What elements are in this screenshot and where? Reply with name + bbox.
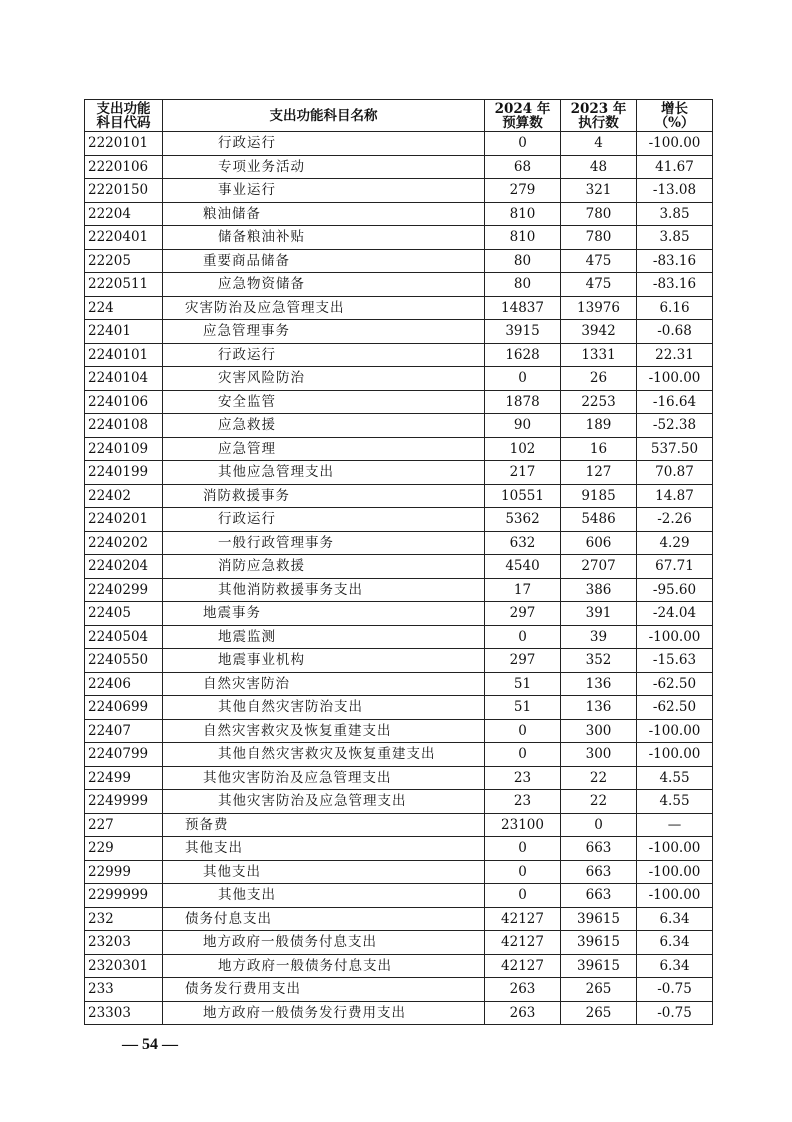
table-row bbox=[85, 390, 713, 414]
row-budget-2024: 17 bbox=[485, 578, 561, 602]
row-code: 22405 bbox=[85, 602, 163, 626]
row-actual-2023: 136 bbox=[561, 672, 637, 696]
row-actual-2023: 13976 bbox=[561, 296, 637, 320]
header-growth-line-2: （%） bbox=[654, 114, 695, 131]
table-row bbox=[85, 273, 713, 297]
table-body bbox=[85, 132, 713, 1025]
row-code: 2320301 bbox=[85, 954, 163, 978]
row-growth: 22.31 bbox=[637, 343, 713, 367]
row-actual-2023: 39615 bbox=[561, 907, 637, 931]
row-name: 应急物资储备 bbox=[163, 273, 485, 297]
row-budget-2024: 263 bbox=[485, 1001, 561, 1025]
table-row bbox=[85, 1001, 713, 1025]
row-growth: 67.71 bbox=[637, 555, 713, 579]
row-growth: -100.00 bbox=[637, 132, 713, 156]
row-budget-2024: 10551 bbox=[485, 484, 561, 508]
table-row bbox=[85, 132, 713, 156]
row-growth: -16.64 bbox=[637, 390, 713, 414]
row-growth: -100.00 bbox=[637, 625, 713, 649]
row-budget-2024: 51 bbox=[485, 696, 561, 720]
row-growth: -100.00 bbox=[637, 743, 713, 767]
header-actual-line-1: 2023 年 bbox=[570, 100, 627, 117]
row-budget-2024: 0 bbox=[485, 837, 561, 861]
table-row bbox=[85, 578, 713, 602]
row-actual-2023: 48 bbox=[561, 155, 637, 179]
row-budget-2024: 0 bbox=[485, 860, 561, 884]
row-budget-2024: 80 bbox=[485, 273, 561, 297]
row-growth: -95.60 bbox=[637, 578, 713, 602]
row-code: 23303 bbox=[85, 1001, 163, 1025]
row-code: 22999 bbox=[85, 860, 163, 884]
row-growth: -83.16 bbox=[637, 249, 713, 273]
row-actual-2023: 663 bbox=[561, 884, 637, 908]
row-code: 22499 bbox=[85, 766, 163, 790]
row-name: 债务付息支出 bbox=[163, 907, 485, 931]
row-growth: -100.00 bbox=[637, 837, 713, 861]
row-budget-2024: 0 bbox=[485, 625, 561, 649]
row-code: 2249999 bbox=[85, 790, 163, 814]
row-code: 2240799 bbox=[85, 743, 163, 767]
row-actual-2023: 26 bbox=[561, 367, 637, 391]
row-name: 一般行政管理事务 bbox=[163, 531, 485, 555]
row-code: 2240699 bbox=[85, 696, 163, 720]
row-actual-2023: 39 bbox=[561, 625, 637, 649]
row-growth: -100.00 bbox=[637, 367, 713, 391]
row-actual-2023: 127 bbox=[561, 461, 637, 485]
row-actual-2023: 2707 bbox=[561, 555, 637, 579]
table-row bbox=[85, 202, 713, 226]
row-code: 23203 bbox=[85, 931, 163, 955]
row-budget-2024: 632 bbox=[485, 531, 561, 555]
row-growth: -13.08 bbox=[637, 179, 713, 203]
row-budget-2024: 68 bbox=[485, 155, 561, 179]
row-code: 2240101 bbox=[85, 343, 163, 367]
row-code: 2240204 bbox=[85, 555, 163, 579]
row-budget-2024: 0 bbox=[485, 884, 561, 908]
row-code: 2240108 bbox=[85, 414, 163, 438]
row-code: 22205 bbox=[85, 249, 163, 273]
row-name: 灾害防治及应急管理支出 bbox=[163, 296, 485, 320]
row-growth: — bbox=[637, 813, 713, 837]
row-code: 2220401 bbox=[85, 226, 163, 250]
row-actual-2023: 265 bbox=[561, 1001, 637, 1025]
row-budget-2024: 4540 bbox=[485, 555, 561, 579]
row-name: 安全监管 bbox=[163, 390, 485, 414]
row-growth: 3.85 bbox=[637, 202, 713, 226]
row-budget-2024: 23 bbox=[485, 790, 561, 814]
row-actual-2023: 386 bbox=[561, 578, 637, 602]
row-budget-2024: 14837 bbox=[485, 296, 561, 320]
row-actual-2023: 300 bbox=[561, 719, 637, 743]
row-growth: -100.00 bbox=[637, 719, 713, 743]
row-growth: 41.67 bbox=[637, 155, 713, 179]
row-growth: -2.26 bbox=[637, 508, 713, 532]
row-name: 预备费 bbox=[163, 813, 485, 837]
table-row bbox=[85, 531, 713, 555]
row-actual-2023: 16 bbox=[561, 437, 637, 461]
table-row bbox=[85, 226, 713, 250]
page-footer bbox=[0, 1036, 792, 1056]
table-row bbox=[85, 296, 713, 320]
row-actual-2023: 663 bbox=[561, 860, 637, 884]
row-growth: -0.75 bbox=[637, 1001, 713, 1025]
table-row bbox=[85, 367, 713, 391]
row-budget-2024: 279 bbox=[485, 179, 561, 203]
row-name: 地方政府一般债务发行费用支出 bbox=[163, 1001, 485, 1025]
row-code: 2220101 bbox=[85, 132, 163, 156]
table-row bbox=[85, 437, 713, 461]
row-name: 灾害风险防治 bbox=[163, 367, 485, 391]
row-name: 自然灾害救灾及恢复重建支出 bbox=[163, 719, 485, 743]
row-name: 事业运行 bbox=[163, 179, 485, 203]
row-growth: -100.00 bbox=[637, 860, 713, 884]
header-code bbox=[85, 100, 163, 132]
table-row bbox=[85, 625, 713, 649]
row-budget-2024: 42127 bbox=[485, 907, 561, 931]
table-row bbox=[85, 696, 713, 720]
row-actual-2023: 136 bbox=[561, 696, 637, 720]
table-row bbox=[85, 884, 713, 908]
row-growth: -62.50 bbox=[637, 696, 713, 720]
row-name: 债务发行费用支出 bbox=[163, 978, 485, 1002]
header-growth bbox=[637, 100, 713, 132]
row-budget-2024: 23100 bbox=[485, 813, 561, 837]
row-name: 地震事业机构 bbox=[163, 649, 485, 673]
row-actual-2023: 663 bbox=[561, 837, 637, 861]
header-actual-line-2: 执行数 bbox=[578, 114, 619, 131]
row-code: 22401 bbox=[85, 320, 163, 344]
row-name: 其他支出 bbox=[163, 884, 485, 908]
row-actual-2023: 780 bbox=[561, 202, 637, 226]
row-budget-2024: 217 bbox=[485, 461, 561, 485]
row-code: 2220106 bbox=[85, 155, 163, 179]
row-budget-2024: 80 bbox=[485, 249, 561, 273]
row-name: 重要商品储备 bbox=[163, 249, 485, 273]
row-budget-2024: 810 bbox=[485, 202, 561, 226]
row-growth: -62.50 bbox=[637, 672, 713, 696]
table-row bbox=[85, 508, 713, 532]
row-name: 粮油储备 bbox=[163, 202, 485, 226]
row-budget-2024: 263 bbox=[485, 978, 561, 1002]
row-actual-2023: 475 bbox=[561, 249, 637, 273]
header-budget-line-1: 2024 年 bbox=[494, 100, 551, 117]
table-row bbox=[85, 719, 713, 743]
header-code-line-1: 支出功能 bbox=[96, 100, 151, 117]
table-row bbox=[85, 813, 713, 837]
row-name: 其他消防救援事务支出 bbox=[163, 578, 485, 602]
row-name: 地震事务 bbox=[163, 602, 485, 626]
row-name: 其他自然灾害救灾及恢复重建支出 bbox=[163, 743, 485, 767]
row-name: 其他支出 bbox=[163, 837, 485, 861]
row-growth: 6.34 bbox=[637, 954, 713, 978]
table-row bbox=[85, 978, 713, 1002]
row-code: 2240201 bbox=[85, 508, 163, 532]
table-row bbox=[85, 790, 713, 814]
table-row bbox=[85, 461, 713, 485]
table-row bbox=[85, 414, 713, 438]
row-growth: -52.38 bbox=[637, 414, 713, 438]
row-code: 2240109 bbox=[85, 437, 163, 461]
row-name: 行政运行 bbox=[163, 508, 485, 532]
table-row bbox=[85, 672, 713, 696]
row-code: 2240106 bbox=[85, 390, 163, 414]
row-code: 2240202 bbox=[85, 531, 163, 555]
row-budget-2024: 42127 bbox=[485, 931, 561, 955]
row-name: 地方政府一般债务付息支出 bbox=[163, 931, 485, 955]
row-budget-2024: 90 bbox=[485, 414, 561, 438]
row-actual-2023: 4 bbox=[561, 132, 637, 156]
header-growth-line-1: 增长 bbox=[661, 100, 688, 117]
table-row bbox=[85, 320, 713, 344]
row-growth: 70.87 bbox=[637, 461, 713, 485]
row-actual-2023: 9185 bbox=[561, 484, 637, 508]
row-actual-2023: 300 bbox=[561, 743, 637, 767]
row-name: 应急救援 bbox=[163, 414, 485, 438]
row-budget-2024: 0 bbox=[485, 132, 561, 156]
header-code-line-2: 科目代码 bbox=[96, 114, 151, 131]
row-code: 22402 bbox=[85, 484, 163, 508]
table-header-row bbox=[85, 100, 713, 132]
row-name: 其他应急管理支出 bbox=[163, 461, 485, 485]
header-budget-2024 bbox=[485, 100, 561, 132]
row-code: 2240104 bbox=[85, 367, 163, 391]
table-row bbox=[85, 931, 713, 955]
row-code: 2240299 bbox=[85, 578, 163, 602]
budget-table bbox=[84, 99, 713, 1025]
row-growth: -24.04 bbox=[637, 602, 713, 626]
row-name: 专项业务活动 bbox=[163, 155, 485, 179]
row-growth: -0.75 bbox=[637, 978, 713, 1002]
row-name: 其他自然灾害防治支出 bbox=[163, 696, 485, 720]
row-name: 其他支出 bbox=[163, 860, 485, 884]
row-growth: 537.50 bbox=[637, 437, 713, 461]
row-actual-2023: 780 bbox=[561, 226, 637, 250]
header-name: 支出功能科目名称 bbox=[163, 100, 485, 132]
row-actual-2023: 352 bbox=[561, 649, 637, 673]
row-code: 2240199 bbox=[85, 461, 163, 485]
row-code: 227 bbox=[85, 813, 163, 837]
header-budget-line-2: 预算数 bbox=[502, 114, 543, 131]
row-actual-2023: 189 bbox=[561, 414, 637, 438]
table-row bbox=[85, 954, 713, 978]
row-growth: 14.87 bbox=[637, 484, 713, 508]
row-name: 行政运行 bbox=[163, 132, 485, 156]
table-row bbox=[85, 249, 713, 273]
table-row bbox=[85, 837, 713, 861]
table-row bbox=[85, 602, 713, 626]
row-code: 2220511 bbox=[85, 273, 163, 297]
row-growth: 4.29 bbox=[637, 531, 713, 555]
row-actual-2023: 3942 bbox=[561, 320, 637, 344]
row-budget-2024: 810 bbox=[485, 226, 561, 250]
row-growth: 6.34 bbox=[637, 907, 713, 931]
table-row bbox=[85, 555, 713, 579]
row-name: 地方政府一般债务付息支出 bbox=[163, 954, 485, 978]
row-budget-2024: 1628 bbox=[485, 343, 561, 367]
row-budget-2024: 23 bbox=[485, 766, 561, 790]
row-code: 224 bbox=[85, 296, 163, 320]
row-name: 其他灾害防治及应急管理支出 bbox=[163, 766, 485, 790]
row-growth: 6.34 bbox=[637, 931, 713, 955]
table-row bbox=[85, 907, 713, 931]
page-number: — 54 — bbox=[122, 1036, 178, 1053]
row-actual-2023: 2253 bbox=[561, 390, 637, 414]
row-budget-2024: 1878 bbox=[485, 390, 561, 414]
table-row bbox=[85, 649, 713, 673]
row-budget-2024: 297 bbox=[485, 602, 561, 626]
row-name: 应急管理事务 bbox=[163, 320, 485, 344]
row-actual-2023: 39615 bbox=[561, 954, 637, 978]
row-actual-2023: 606 bbox=[561, 531, 637, 555]
row-actual-2023: 39615 bbox=[561, 931, 637, 955]
row-code: 2240550 bbox=[85, 649, 163, 673]
row-code: 22204 bbox=[85, 202, 163, 226]
row-code: 229 bbox=[85, 837, 163, 861]
row-growth: 6.16 bbox=[637, 296, 713, 320]
row-name: 行政运行 bbox=[163, 343, 485, 367]
row-name: 储备粮油补贴 bbox=[163, 226, 485, 250]
row-name: 消防应急救援 bbox=[163, 555, 485, 579]
row-growth: 4.55 bbox=[637, 766, 713, 790]
row-actual-2023: 265 bbox=[561, 978, 637, 1002]
row-actual-2023: 321 bbox=[561, 179, 637, 203]
row-name: 自然灾害防治 bbox=[163, 672, 485, 696]
row-budget-2024: 102 bbox=[485, 437, 561, 461]
row-name: 其他灾害防治及应急管理支出 bbox=[163, 790, 485, 814]
row-code: 2299999 bbox=[85, 884, 163, 908]
row-growth: -83.16 bbox=[637, 273, 713, 297]
row-growth: -0.68 bbox=[637, 320, 713, 344]
row-budget-2024: 0 bbox=[485, 743, 561, 767]
row-actual-2023: 22 bbox=[561, 766, 637, 790]
row-code: 22406 bbox=[85, 672, 163, 696]
table-row bbox=[85, 155, 713, 179]
row-code: 2220150 bbox=[85, 179, 163, 203]
row-growth: 4.55 bbox=[637, 790, 713, 814]
row-actual-2023: 475 bbox=[561, 273, 637, 297]
row-code: 2240504 bbox=[85, 625, 163, 649]
row-budget-2024: 0 bbox=[485, 719, 561, 743]
row-growth: -100.00 bbox=[637, 884, 713, 908]
table-row bbox=[85, 484, 713, 508]
row-actual-2023: 1331 bbox=[561, 343, 637, 367]
row-code: 233 bbox=[85, 978, 163, 1002]
row-budget-2024: 297 bbox=[485, 649, 561, 673]
row-name: 地震监测 bbox=[163, 625, 485, 649]
row-code: 232 bbox=[85, 907, 163, 931]
row-actual-2023: 22 bbox=[561, 790, 637, 814]
row-growth: -15.63 bbox=[637, 649, 713, 673]
row-growth: 3.85 bbox=[637, 226, 713, 250]
table-row bbox=[85, 743, 713, 767]
row-budget-2024: 3915 bbox=[485, 320, 561, 344]
row-code: 22407 bbox=[85, 719, 163, 743]
row-budget-2024: 5362 bbox=[485, 508, 561, 532]
row-budget-2024: 42127 bbox=[485, 954, 561, 978]
row-budget-2024: 51 bbox=[485, 672, 561, 696]
row-budget-2024: 0 bbox=[485, 367, 561, 391]
header-actual-2023 bbox=[561, 100, 637, 132]
table-row bbox=[85, 179, 713, 203]
row-actual-2023: 391 bbox=[561, 602, 637, 626]
table-row bbox=[85, 766, 713, 790]
row-name: 应急管理 bbox=[163, 437, 485, 461]
row-name: 消防救援事务 bbox=[163, 484, 485, 508]
table-row bbox=[85, 860, 713, 884]
row-actual-2023: 0 bbox=[561, 813, 637, 837]
table-row bbox=[85, 343, 713, 367]
row-actual-2023: 5486 bbox=[561, 508, 637, 532]
